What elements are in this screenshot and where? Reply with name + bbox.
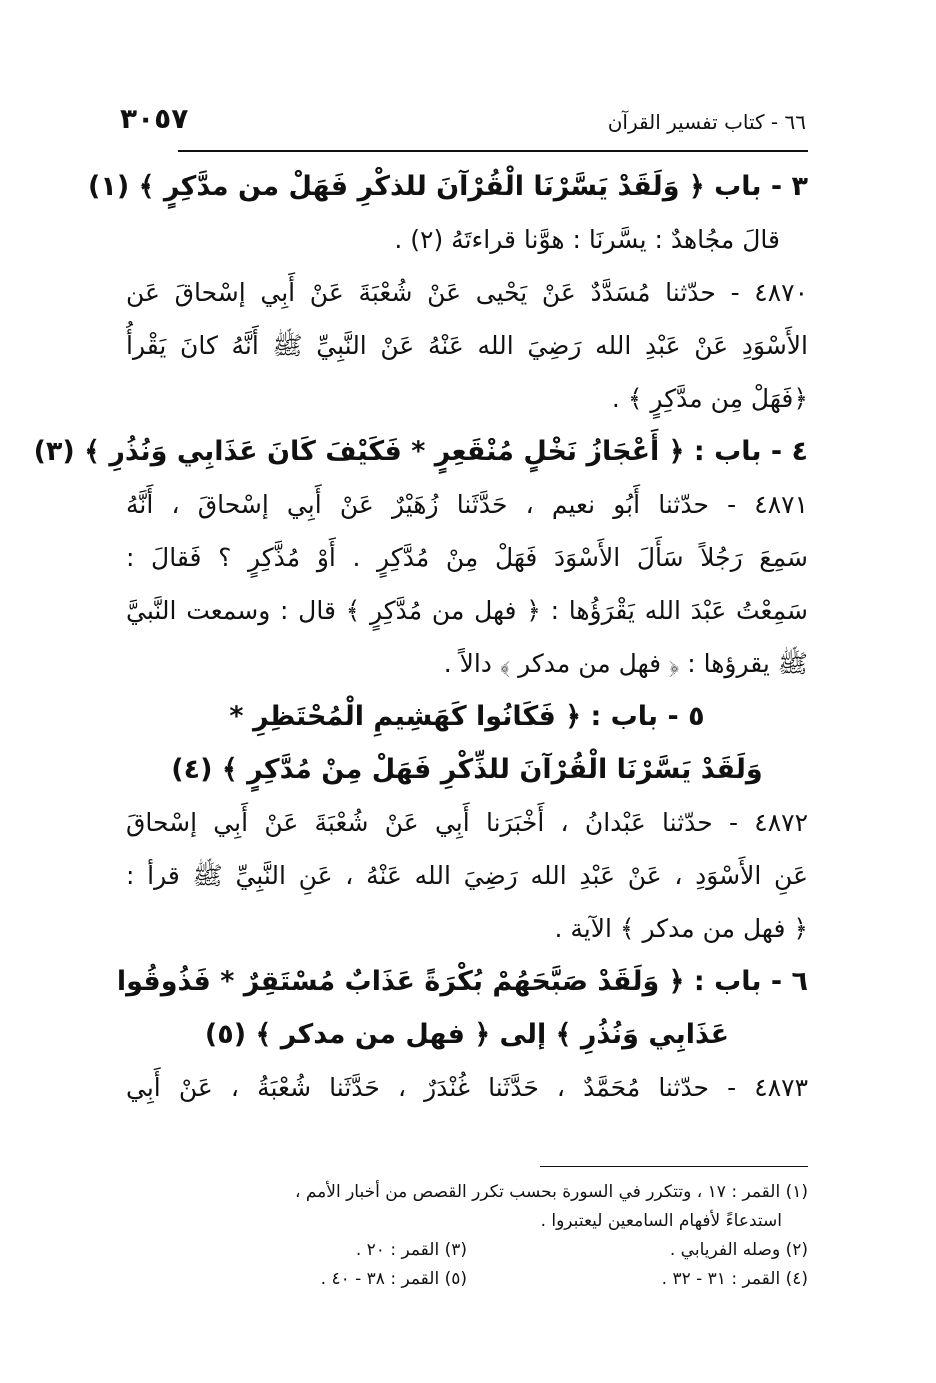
footnotes [126, 1178, 808, 1294]
text-line: ﴿فَهَلْ مِن مدَّكِرٍ ﴾ . [611, 384, 808, 413]
text-line: ٤٨٧١ - حدّثنا أَبُو نعيم ، حَدَّثَنا زُهَيْرٌ عَنْ أَبِي إسْحاقَ ، أَنَّهُ [126, 490, 808, 519]
chapter-heading: وَلَقَدْ يَسَّرْنَا الْقُرْآنَ للذِّكْرِ فَهَلْ مِنْ مُدَّكِرٍ ﴾ (٤) [171, 754, 763, 785]
chapter-heading: ٤ - باب : ﴿ أَعْجَازُ نَخْلٍ مُنْقَعِرٍ * فَكَيْفَ كَانَ عَذَابِي وَنُذُرِ ﴾ (٣) [33, 436, 808, 467]
text-line: ﷺ يقرؤها : ﴿ فهل من مدكر ﴾ دالاً . [443, 649, 808, 678]
text-line: عَنِ الأَسْوَدِ ، عَنْ عَبْدِ الله رَضِيَ الله عَنْهُ ، عَنِ النَّبِيِّ ﷺ قرأ : [126, 861, 808, 890]
chapter-heading: ٥ - باب : ﴿ فَكَانُوا كَهَشِيمِ الْمُحْتَظِرِ * [229, 701, 705, 732]
text-line: ﴿ فهل من مدكر ﴾ الآية . [554, 914, 808, 943]
footnote-1: (١) القمر : ١٧ ، وتتكرر في السورة بحسب تكرر القصص من أخبار الأمم ، [294, 1182, 808, 1202]
chapter-heading: ٦ - باب : ﴿ وَلَقَدْ صَبَّحَهُمْ بُكْرَةً عَذَابٌ مُسْتَقِرٌ * فَذُوقُوا [116, 966, 808, 997]
chapter-heading: ٣ - باب ﴿ وَلَقَدْ يَسَّرْنَا الْقُرْآنَ للذكْرِ فَهَلْ من مدَّكِرٍ ﴾ (١) [88, 171, 808, 202]
footnote-5: (٥) القمر : ٣٨ - ٤٠ . [320, 1269, 467, 1289]
page-number: ٣٠٥٧ [120, 102, 189, 135]
text-line: الأَسْوَدِ عَنْ عَبْدِ الله رَضِيَ الله عَنْهُ عَنْ النَّبِيِّ ﷺ أَنَّهُ كانَ يَقْرأُ [126, 331, 808, 360]
text-line: قالَ مجُاهدٌ : يسَّرنَا : هوَّنا قراءتَهُ (٢) . [394, 225, 780, 254]
header-rule [178, 150, 808, 152]
text-line: سَمِعَ رَجُلاً سَأَلَ الأَسْوَدَ فَهَلْ مِنْ مُدَّكِرٍ . أَوْ مُذَّكِرٍ ؟ فَقالَ : [126, 543, 808, 572]
footnote-row [126, 1265, 808, 1294]
chapter-heading: عَذَابِي وَنُذُرِ ﴾ إلى ﴿ فهل من مدكر ﴾ (٥) [204, 1019, 730, 1050]
footnote-rule [540, 1166, 808, 1167]
footnote-3: (٣) القمر : ٢٠ . [355, 1240, 467, 1260]
text-line: ٤٨٧٢ - حدّثنا عَبْدانُ ، أَخْبَرَنا أَبِي عَنْ شُعْبَةَ عَنْ أَبِي إسْحاقَ [126, 808, 808, 837]
footnote-2: (٢) وصله الفريابي . [669, 1240, 808, 1260]
running-header [120, 100, 806, 146]
text-line: ٤٨٧٣ - حدّثنا مُحَمَّدٌ ، حَدَّثَنا غُنْدَرٌ ، حَدَّثَنا شُعْبَةُ ، عَنْ أَبِي [126, 1073, 808, 1102]
footnote-row [126, 1236, 808, 1265]
footnote-4: (٤) القمر : ٣١ - ٣٢ . [661, 1269, 808, 1289]
chapter-title: ٦٦ - كتاب تفسير القرآن [607, 110, 806, 134]
text-line: ٤٨٧٠ - حدّثنا مُسَدَّدٌ عَنْ يَحْيى عَنْ شُعْبَةَ عَنْ أَبِي إسْحاقَ عَن [126, 278, 808, 307]
text-line: سَمِعْتُ عَبْدَ الله يَقْرَؤُها : ﴿ فهل من مُدَّكِرٍ ﴾ قال : وسمعت النَّبيَّ [126, 596, 808, 625]
main-text [33, 160, 808, 1114]
footnote-1-continued: استدعاءً لأفهام السامعين ليعتبروا . [540, 1211, 782, 1231]
